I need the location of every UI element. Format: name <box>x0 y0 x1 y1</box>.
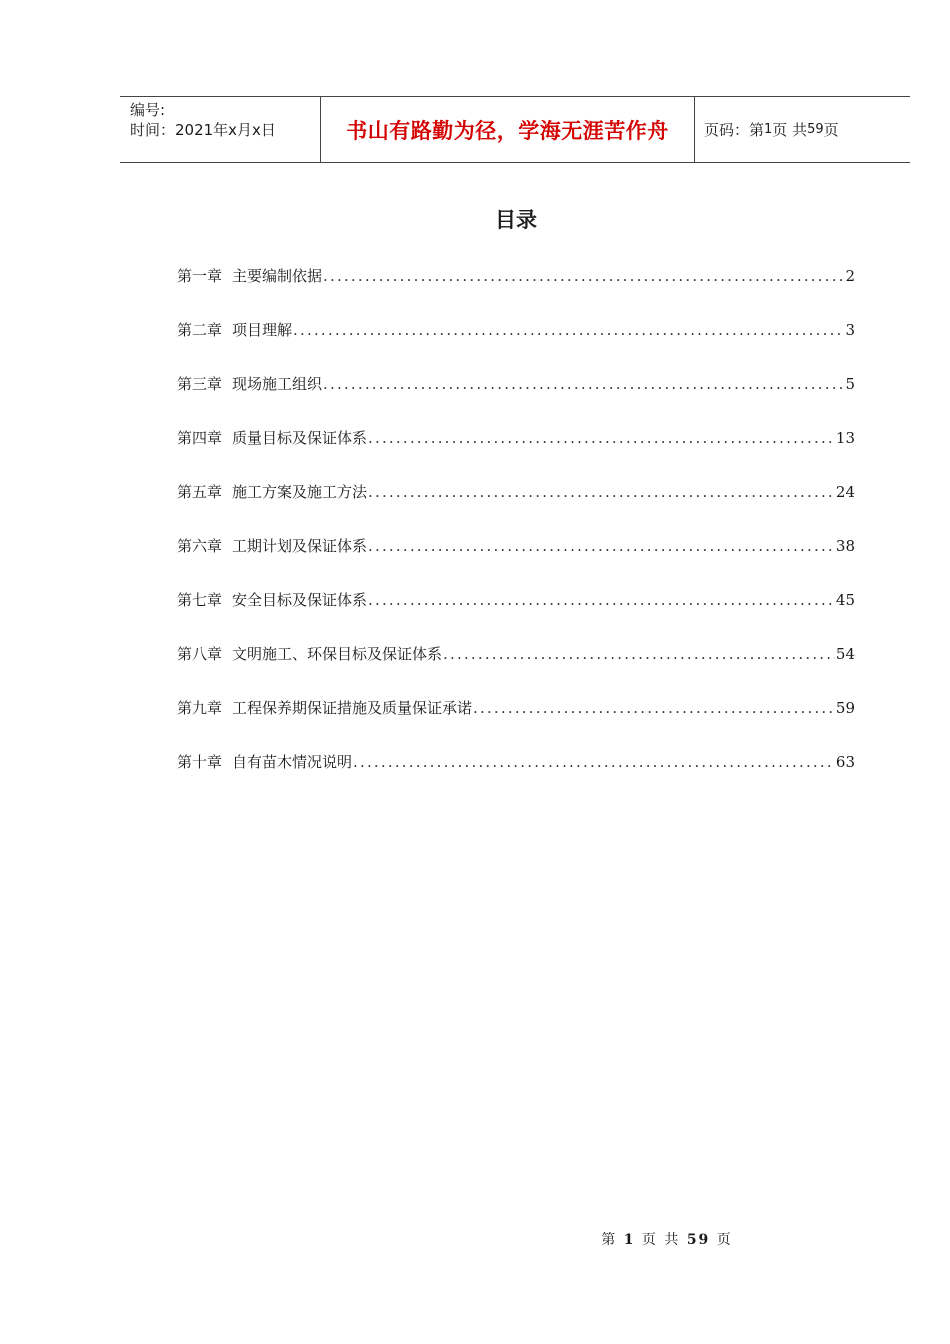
header-page-suffix: 页 <box>823 121 839 139</box>
toc-chapter-number: 第四章 <box>177 429 223 447</box>
toc-entry[interactable] <box>177 641 855 695</box>
toc-chapter-title: 质量目标及保证体系 <box>232 429 368 447</box>
toc-chapter-number: 第六章 <box>177 537 223 555</box>
toc-chapter-number: 第九章 <box>177 699 223 717</box>
toc-dot-leader <box>323 263 844 289</box>
document-time-label: 时间：2021年x月x日 <box>130 121 276 139</box>
toc-dot-leader <box>353 749 835 775</box>
toc-entry[interactable] <box>177 317 855 371</box>
toc-chapter-number: 第一章 <box>177 267 223 285</box>
toc-chapter-title: 施工方案及施工方法 <box>232 483 368 501</box>
toc-page-number: 24 <box>835 483 855 501</box>
toc-page-number: 63 <box>835 753 855 771</box>
toc-page-number: 3 <box>845 321 855 339</box>
toc-dot-leader <box>368 533 835 559</box>
toc-entry[interactable] <box>177 533 855 587</box>
toc-page-number: 5 <box>845 375 855 393</box>
toc-entry[interactable] <box>177 371 855 425</box>
page-footer <box>0 1229 950 1249</box>
document-number-label: 编号: <box>130 101 166 119</box>
toc-chapter-title: 工程保养期保证措施及质量保证承诺 <box>232 699 473 717</box>
toc-chapter-number: 第二章 <box>177 321 223 339</box>
header-page-mid: 页 共 <box>772 121 808 139</box>
toc-chapter-number: 第三章 <box>177 375 223 393</box>
header-motto: 书山有路勤为径，学海无涯苦作舟 <box>346 118 669 143</box>
header-page-prefix: 页码：第 <box>704 121 765 139</box>
toc-chapter-title: 文明施工、环保目标及保证体系 <box>232 645 443 663</box>
toc-chapter-number: 第五章 <box>177 483 223 501</box>
toc-chapter-title: 安全目标及保证体系 <box>232 591 368 609</box>
toc-chapter-title: 自有苗木情况说明 <box>232 753 353 771</box>
toc-page-number: 38 <box>835 537 855 555</box>
toc-chapter-number: 第七章 <box>177 591 223 609</box>
toc-entry[interactable] <box>177 587 855 641</box>
toc-chapter-title: 现场施工组织 <box>232 375 323 393</box>
header-info-cell <box>120 97 321 162</box>
toc-dot-leader <box>443 641 835 667</box>
toc-page-number: 13 <box>835 429 855 447</box>
footer-current-page: 1 <box>623 1232 636 1248</box>
header-motto-cell <box>321 97 695 162</box>
toc-page-number: 2 <box>845 267 855 285</box>
document-header <box>120 96 910 163</box>
toc-page-number: 54 <box>835 645 855 663</box>
toc-chapter-title: 项目理解 <box>232 321 293 339</box>
footer-total-pages: 59 <box>686 1232 711 1248</box>
toc-title: 目录 <box>495 208 537 232</box>
footer-prefix: 第 <box>601 1232 618 1248</box>
header-page-cell <box>695 97 910 162</box>
toc-chapter-title: 工期计划及保证体系 <box>232 537 368 555</box>
toc-chapter-number: 第八章 <box>177 645 223 663</box>
toc-entry[interactable] <box>177 479 855 533</box>
toc-chapter-number: 第十章 <box>177 753 223 771</box>
header-page-current: 1 <box>764 122 773 137</box>
toc-dot-leader <box>293 317 844 343</box>
toc-entry[interactable] <box>177 695 855 749</box>
toc-dot-leader <box>368 587 835 613</box>
footer-suffix: 页 <box>716 1232 733 1248</box>
table-of-contents <box>177 263 855 803</box>
header-page-total: 59 <box>807 122 824 137</box>
toc-entry[interactable] <box>177 425 855 479</box>
toc-page-number: 45 <box>835 591 855 609</box>
toc-entry[interactable] <box>177 749 855 803</box>
toc-dot-leader <box>323 371 844 397</box>
toc-chapter-title: 主要编制依据 <box>232 267 323 285</box>
toc-dot-leader <box>473 695 835 721</box>
toc-page-number: 59 <box>835 699 855 717</box>
toc-dot-leader <box>368 479 835 505</box>
toc-dot-leader <box>368 425 835 451</box>
toc-entry[interactable] <box>177 263 855 317</box>
footer-mid: 页 共 <box>641 1232 681 1248</box>
